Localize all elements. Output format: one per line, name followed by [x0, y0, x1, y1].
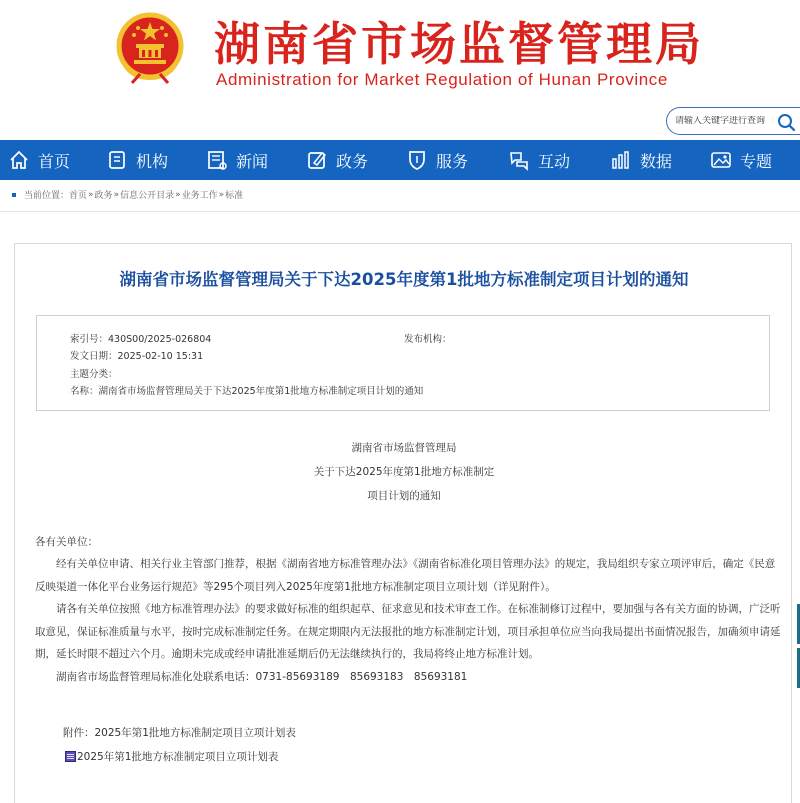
doc-paragraph: 经有关单位申请、相关行业主管部门推荐，根据《湖南省地方标准管理办法》《湖南省标准化项目管理办法》的规定，我局组织专家立项评审后，确定《民意反映渠道一体化平台业务运行规范》等295个项目列入2025年度第1批地方标准制定项目立项计划（详见附件）。: [35, 558, 776, 593]
attachment-link-text: 2025年第1批地方标准制定项目立项计划表: [77, 751, 279, 763]
nav-label: 专题: [740, 151, 773, 171]
doc-body: [35, 553, 783, 688]
header-divider: [0, 211, 800, 212]
chart-icon: [610, 149, 632, 171]
meta-publisher-label: 发布机构：: [404, 334, 452, 345]
nav-item-service[interactable]: [406, 140, 468, 180]
meta-category: [70, 366, 118, 380]
breadcrumb-bullet-icon: [12, 193, 16, 197]
breadcrumb-home[interactable]: 首页: [69, 191, 88, 201]
article-title: 湖南省市场监督管理局关于下达2025年度第1批地方标准制定项目计划的通知: [119, 270, 689, 289]
breadcrumb-standard[interactable]: 标准: [225, 191, 244, 201]
article-meta-box: [36, 315, 770, 411]
doc-salutation: 各有关单位：: [35, 536, 98, 548]
meta-date-label: 发文日期：: [70, 351, 118, 362]
breadcrumb-directory[interactable]: 信息公开目录: [120, 191, 175, 201]
nav-item-topics[interactable]: [710, 140, 772, 180]
nav-label: 服务: [436, 151, 469, 171]
search-box: [666, 107, 800, 135]
site-header: [0, 0, 800, 140]
nav-item-org[interactable]: [106, 140, 168, 180]
breadcrumb-separator: »: [218, 189, 225, 200]
meta-date-value: 2025-02-10 15:31: [117, 351, 204, 362]
meta-index-label: 索引号：: [70, 334, 109, 345]
home-icon: [8, 149, 30, 171]
breadcrumb-separator: »: [113, 189, 120, 200]
doc-paragraph: 请各有关单位按照《地方标准管理办法》的要求做好标准的组织起草、征求意见和技术审查工作。在标准制修订过程中，要加强与各有关方面的协调，广泛听取意见，保证标准质量与水平，按时完成标准制定任务。在规定期限内无法报批的地方标准制定计划，项目承担单位应当向我局提出书面情况报告，加确须申请延期，延长时限不超过六个月。逾期未完成或经申请批准延期后仍无法继续执行的，我局将终止地方标准计划。: [35, 603, 781, 660]
nav-item-interact[interactable]: [508, 140, 570, 180]
site-subtitle: Administration for Market Regulation of Hunan Province: [216, 70, 668, 89]
nav-item-affairs[interactable]: [306, 140, 368, 180]
search-icon[interactable]: [776, 112, 796, 132]
doc-paragraph: 湖南省市场监督管理局标准化处联系电话：0731-85693189 85693183 85693181: [56, 670, 468, 683]
main-nav: [0, 140, 800, 180]
attachment-link[interactable]: [65, 749, 278, 764]
image-icon: [710, 149, 732, 171]
nav-label: 互动: [538, 151, 571, 171]
nav-label: 机构: [136, 151, 169, 171]
news-icon: [206, 149, 228, 171]
meta-index: [70, 331, 211, 345]
nav-label: 首页: [38, 151, 71, 171]
meta-publisher: [404, 331, 452, 345]
site-title: 湖南省市场监督管理局: [214, 17, 704, 71]
breadcrumb-affairs[interactable]: 政务: [94, 191, 113, 201]
edit-icon: [306, 149, 328, 171]
org-icon: [106, 149, 128, 171]
nav-label: 政务: [336, 151, 369, 171]
attachment-row: [65, 749, 278, 764]
interact-icon: [508, 149, 530, 171]
meta-date: [70, 348, 203, 362]
meta-category-label: 主题分类：: [70, 369, 118, 380]
nav-label: 新闻: [236, 151, 269, 171]
breadcrumb-business[interactable]: 业务工作: [181, 191, 218, 201]
meta-name-value: 湖南省市场监督管理局关于下达2025年度第1批地方标准制定项目计划的通知: [98, 386, 424, 397]
meta-index-value: 430S00/2025-026804: [108, 334, 212, 345]
service-icon: [406, 149, 428, 171]
breadcrumb-separator: »: [88, 189, 94, 200]
breadcrumb: [12, 188, 243, 201]
doc-heading-line: 关于下达2025年度第1批地方标准制定: [313, 466, 495, 478]
breadcrumb-prefix: 当前位置：: [24, 191, 70, 201]
meta-name-label: 名称：: [70, 386, 99, 397]
meta-name: [70, 383, 423, 397]
national-emblem-icon: [112, 12, 188, 84]
nav-item-home[interactable]: [8, 140, 70, 180]
nav-item-news[interactable]: [206, 140, 268, 180]
nav-label: 数据: [640, 151, 673, 171]
doc-heading-line: 湖南省市场监督管理局: [351, 442, 457, 454]
breadcrumb-separator: »: [175, 189, 181, 200]
spreadsheet-icon: [65, 751, 76, 762]
nav-item-data[interactable]: [610, 140, 672, 180]
attachment-label: 附件：2025年第1批地方标准制定项目立项计划表: [63, 727, 296, 739]
search-input[interactable]: [675, 116, 775, 126]
article-panel: [14, 243, 792, 803]
doc-heading-line: 项目计划的通知: [367, 490, 441, 502]
